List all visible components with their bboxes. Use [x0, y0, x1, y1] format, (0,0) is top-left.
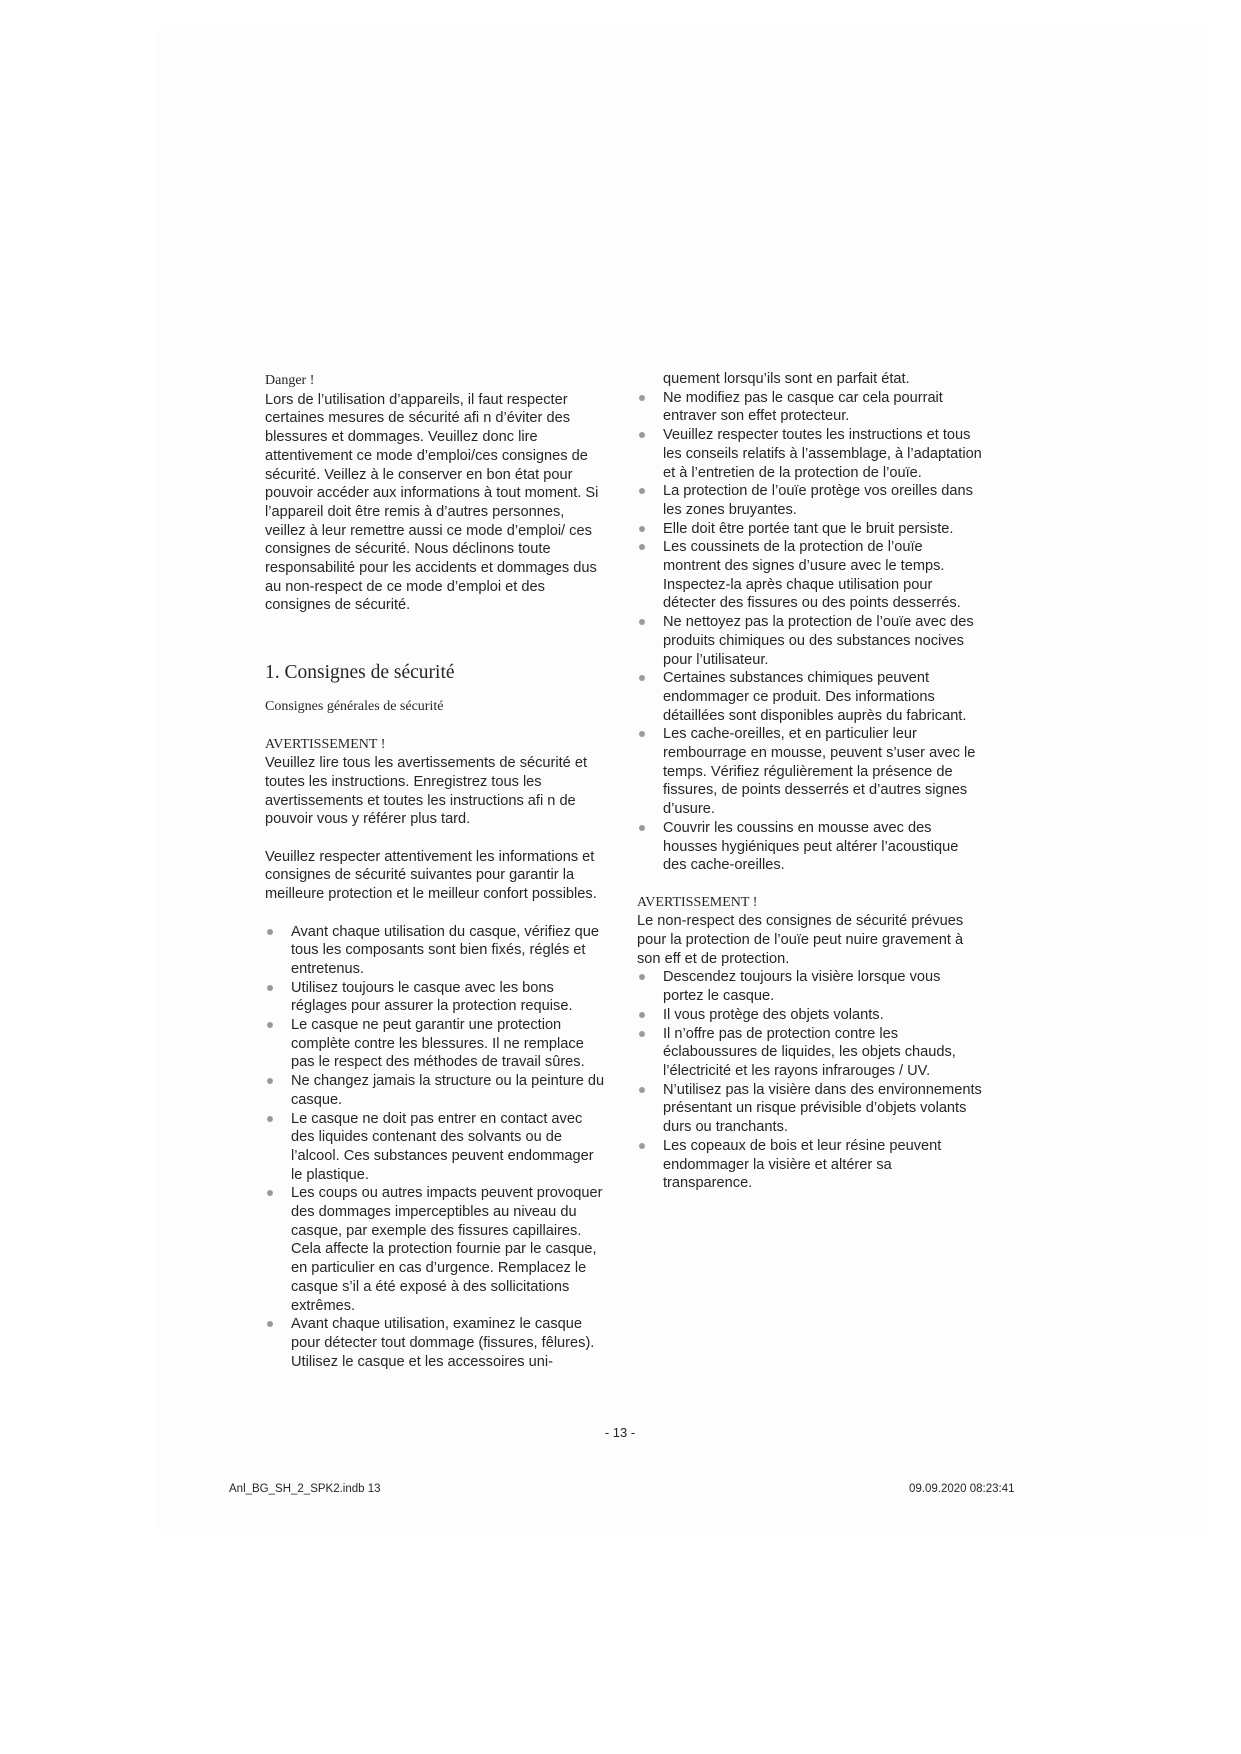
list-item: Les coups ou autres impacts peuvent provoquer des dommages imperceptibles au niveau du casque, par exemple des fissures capillaires. Cela affecte la protection fournie par le casque, en particulier en cas d’urgence. Remplacez le casque s’il a été exposé à des sollicitations extrêmes.: [265, 1184, 605, 1315]
list-item: Le casque ne doit pas entrer en contact avec des liquides contenant des solvants ou de l’alcool. Ces substances peuvent endommager le plastique.: [265, 1110, 605, 1185]
list-item: Certaines substances chimiques peuvent endommager ce produit. Des informations détaillées sont disponibles auprès du fabricant.: [637, 669, 982, 725]
list-item: Couvrir les coussins en mousse avec des housses hygiéniques peut altérer l’acoustique des cache-oreilles.: [637, 819, 982, 875]
list-item: Les copeaux de bois et leur résine peuvent endommager la visière et altérer sa transparence.: [637, 1137, 982, 1193]
list-item: Utilisez toujours le casque avec les bons réglages pour assurer la protection requise.: [265, 979, 605, 1016]
left-column: [265, 372, 605, 1371]
section-heading: 1. Consignes de sécurité: [265, 662, 455, 684]
intro-text: Veuillez respecter attentivement les informations et consignes de sécurité suivantes pour garantir la meilleure protection et le meilleur confort possibles.: [265, 848, 597, 903]
list-item: Il vous protège des objets volants.: [637, 1006, 982, 1025]
list-item: Avant chaque utilisation du casque, vérifiez que tous les composants sont bien fixés, réglés et entretenus.: [265, 923, 605, 979]
list-item-continued: quement lorsqu’ils sont en parfait état.: [663, 371, 910, 387]
list-item: La protection de l’ouïe protège vos oreilles dans les zones bruyantes.: [637, 482, 982, 519]
right-bullet-list: [637, 370, 982, 875]
page-number: - 13 -: [604, 1425, 636, 1440]
sub-heading: Consignes générales de sécurité: [265, 699, 444, 715]
list-item: Il n’offre pas de protection contre les éclaboussures de liquides, les objets chauds, l’électricité et les rayons infrarouges / UV.: [637, 1025, 982, 1081]
file-name: Anl_BG_SH_2_SPK2.indb 13: [229, 1483, 381, 1495]
list-item: Veuillez respecter toutes les instructions et tous les conseils relatifs à l’assemblage, à l’adaptation et à l’entretien de la protection de l’ouïe.: [637, 426, 982, 482]
warning-title-2: AVERTISSEMENT !: [637, 894, 758, 910]
list-item: Les coussinets de la protection de l’ouïe montrent des signes d’usure avec le temps. Inspectez-la après chaque utilisation pour détecter des fissures ou des points desserrés.: [637, 538, 982, 613]
list-item: Le casque ne peut garantir une protection complète contre les blessures. Il ne remplace pas le respect des méthodes de travail sûres.: [265, 1016, 605, 1072]
right-column: [637, 370, 982, 1193]
list-item: Ne nettoyez pas la protection de l’ouïe avec des produits chimiques ou des substances nocives pour l’utilisateur.: [637, 613, 982, 669]
list-item: Elle doit être portée tant que le bruit persiste.: [637, 520, 982, 539]
list-item: Ne changez jamais la structure ou la peinture du casque.: [265, 1072, 605, 1109]
list-item: Descendez toujours la visière lorsque vous portez le casque.: [637, 968, 982, 1005]
warning-title: AVERTISSEMENT !: [265, 736, 386, 752]
visor-bullet-list: [637, 968, 982, 1192]
warning-text-2: Le non-respect des consignes de sécurité prévues pour la protection de l’ouïe peut nuire gravement à son eff et de protection.: [637, 913, 964, 967]
danger-title: Danger !: [265, 373, 315, 388]
warning-text: Veuillez lire tous les avertissements de sécurité et toutes les instructions. Enregistrez tous les avertissements et toutes les instructions afi n de pouvoir vous y référer plus tard.: [265, 755, 588, 828]
list-item: N’utilisez pas la visière dans des environnements présentant un risque prévisible d’objets volants durs ou tranchants.: [637, 1081, 982, 1137]
print-timestamp: 09.09.2020 08:23:41: [909, 1483, 1015, 1495]
left-bullet-list: [265, 923, 605, 1372]
list-item: Avant chaque utilisation, examinez le casque pour détecter tout dommage (fissures, fêlures). Utilisez le casque et les accessoires uni-: [265, 1315, 605, 1371]
list-item: Ne modifiez pas le casque car cela pourrait entraver son effet protecteur.: [637, 389, 982, 426]
list-item: Les cache-oreilles, et en particulier leur rembourrage en mousse, peuvent s’user avec le temps. Vérifiez régulièrement la présence de fissures, de points desserrés et d’autres signes d’usure.: [637, 725, 982, 819]
danger-text: Lors de l’utilisation d’appareils, il faut respecter certaines mesures de sécurité afi n d’éviter des blessures et dommages. Veuillez donc lire attentivement ce mode d’emploi/ces consignes de sécurité. Veillez à le conserver en bon état pour pouvoir accéder aux informations à tout moment. Si l’appareil doit être remis à d’autres personnes, veillez à leur remettre aussi ce mode d’emploi/ ces consignes de sécurité. Nous déclinons toute responsabilité pour les accidents et dommages dus au non-respect de ce mode d’emploi et des consignes de sécurité.: [265, 391, 599, 614]
